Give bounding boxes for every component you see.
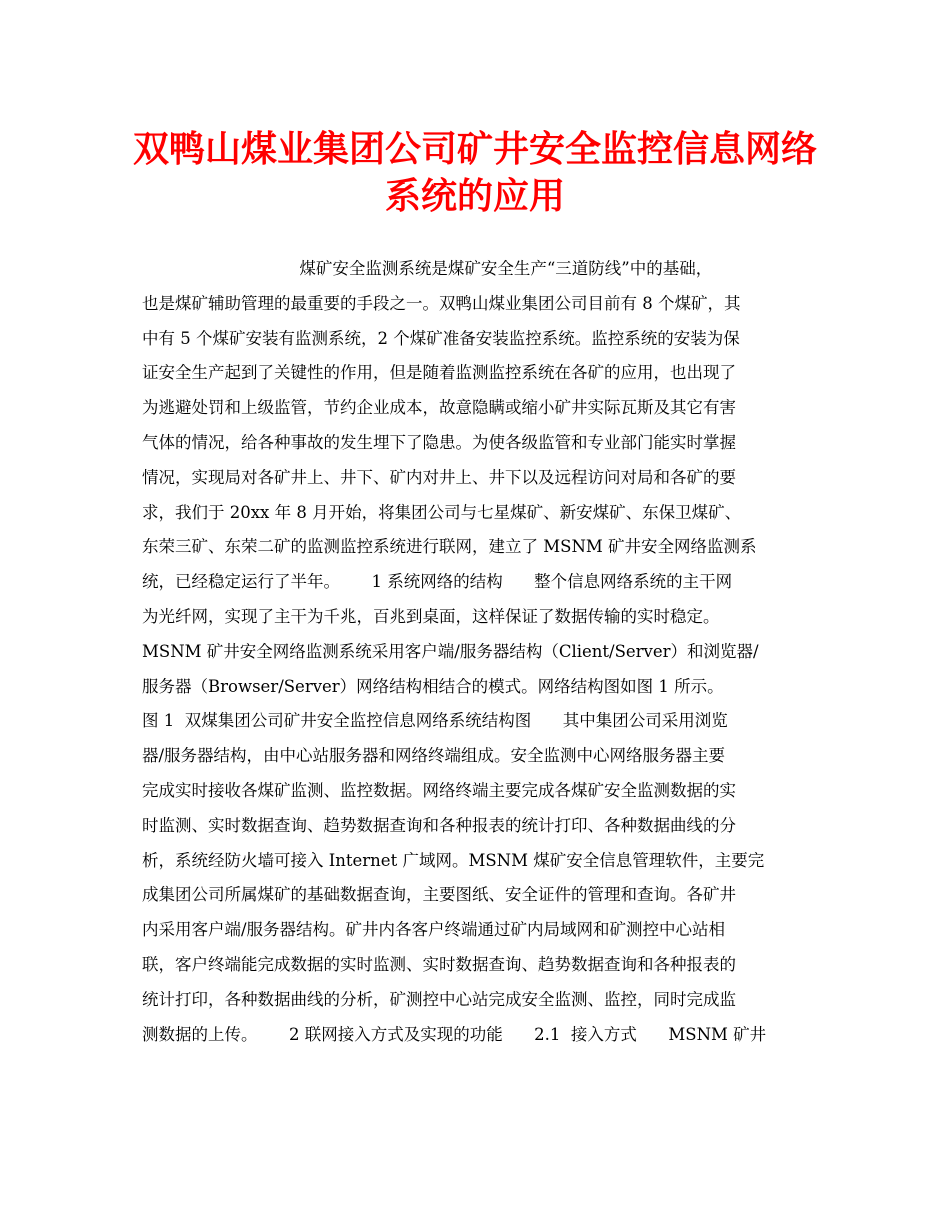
body-line: 情况，实现局对各矿井上、井下、矿内对井上、井下以及远程访问对局和各矿的要 <box>142 467 736 487</box>
body-line: 煤矿安全监测系统是煤矿安全生产“三道防线”中的基础， <box>142 259 713 278</box>
body-line: MSNM 矿井安全网络监测系统采用客户端/服务器结构（Client/Server）和浏览器/ <box>142 641 759 661</box>
document-title-line-1: 双鸭山煤业集团公司矿井安全监控信息网络 <box>132 128 817 170</box>
body-line: 成集团公司所属煤矿的基础数据查询，主要图纸、安全证件的管理和查询。各矿井 <box>142 885 736 905</box>
body-line: 求，我们于 20xx 年 8 月开始，将集团公司与七星煤矿、新安煤矿、东保卫煤矿、 <box>142 502 742 522</box>
body-line: 为逃避处罚和上级监管，节约企业成本，故意隐瞒或缩小矿井实际瓦斯及其它有害 <box>142 398 736 418</box>
body-line: 统，已经稳定运行了半年。 1 系统网络的结构 整个信息网络系统的主干网 <box>142 572 733 592</box>
body-line: 析，系统经防火墙可接入 Internet 广域网。MSNM 煤矿安全信息管理软件，主要完 <box>142 850 765 870</box>
body-line: 内采用客户端/服务器结构。矿井内各客户终端通过矿内局域网和矿测控中心站相 <box>142 920 726 940</box>
body-line: 器/服务器结构，由中心站服务器和网络终端组成。安全监测中心网络服务器主要 <box>142 746 726 766</box>
body-line: 时监测、实时数据查询、趋势数据查询和各种报表的统计打印、各种数据曲线的分 <box>142 815 736 835</box>
body-line: 服务器（Browser/Server）网络结构相结合的模式。网络结构图如图 1 所示。 <box>142 676 724 696</box>
document-body <box>142 252 822 1052</box>
document-title-line-2: 系统的应用 <box>384 175 565 217</box>
body-line: 气体的情况，给各种事故的发生埋下了隐患。为使各级监管和专业部门能实时掌握 <box>142 432 736 452</box>
body-line: 为光纤网，实现了主干为千兆，百兆到桌面，这样保证了数据传输的实时稳定。 <box>142 606 720 626</box>
body-line: 联，客户终端能完成数据的实时监测、实时数据查询、趋势数据查询和各种报表的 <box>142 954 736 974</box>
body-line: 图 1 双煤集团公司矿井安全监控信息网络系统结构图 其中集团公司采用浏览 <box>142 711 728 731</box>
body-line: 证安全生产起到了关键性的作用，但是随着监测监控系统在各矿的应用，也出现了 <box>142 363 736 383</box>
body-line: 完成实时接收各煤矿监测、监控数据。网络终端主要完成各煤矿安全监测数据的实 <box>142 780 736 800</box>
body-line: 东荣三矿、东荣二矿的监测监控系统进行联网，建立了 MSNM 矿井安全网络监测系 <box>142 537 757 557</box>
body-line: 中有 5 个煤矿安装有监测系统，2 个煤矿准备安装监控系统。监控系统的安装为保 <box>142 328 740 348</box>
body-line: 也是煤矿辅助管理的最重要的手段之一。双鸭山煤业集团公司目前有 8 个煤矿，其 <box>142 293 741 313</box>
body-line: 测数据的上传。 2 联网接入方式及实现的功能 2.1 接入方式 MSNM 矿井 <box>142 1024 767 1044</box>
body-line: 统计打印，各种数据曲线的分析，矿测控中心站完成安全监测、监控，同时完成监 <box>142 989 736 1009</box>
